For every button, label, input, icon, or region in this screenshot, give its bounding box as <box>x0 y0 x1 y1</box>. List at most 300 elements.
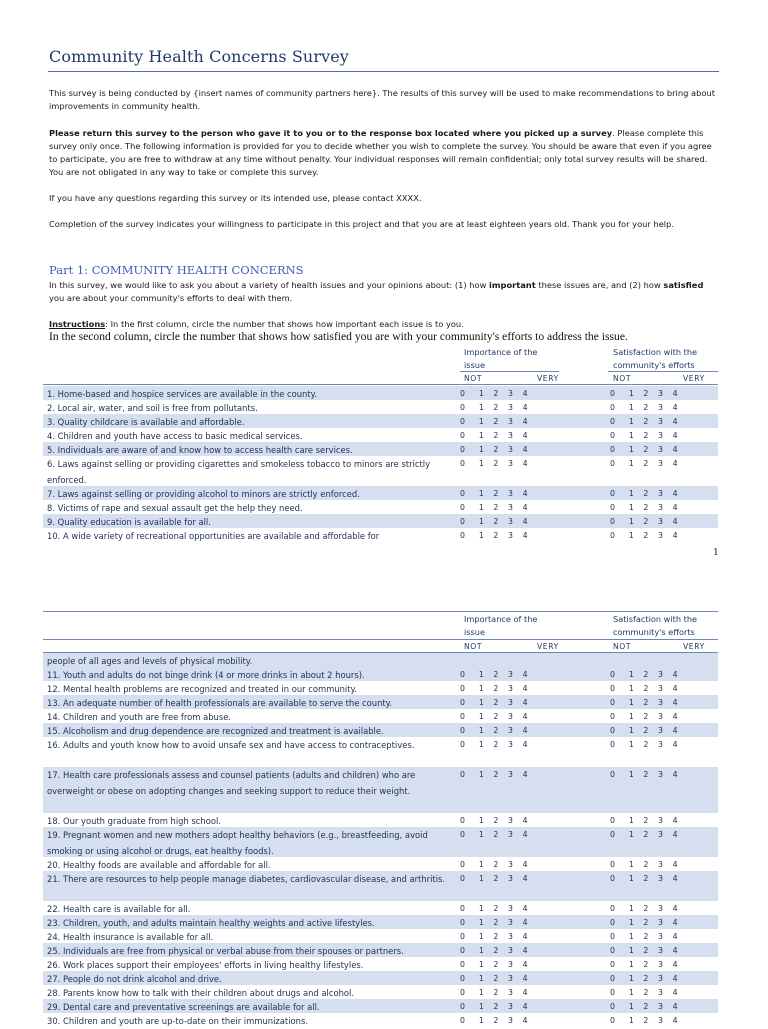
satisfaction-option[interactable]: 0 <box>610 670 615 679</box>
importance-option[interactable]: 3 <box>508 726 513 735</box>
satisfaction-option[interactable]: 4 <box>672 459 678 468</box>
satisfaction-option[interactable]: 2 <box>643 403 649 412</box>
satisfaction-option[interactable]: 2 <box>643 531 649 540</box>
satisfaction-option[interactable]: 4 <box>672 489 678 498</box>
satisfaction-option[interactable]: 0 <box>610 830 615 839</box>
satisfaction-option[interactable]: 3 <box>658 960 663 969</box>
satisfaction-option[interactable]: 2 <box>643 503 649 512</box>
satisfaction-option[interactable]: 4 <box>672 860 678 869</box>
satisfaction-option[interactable]: 2 <box>643 698 649 707</box>
importance-option[interactable]: 2 <box>493 770 499 779</box>
importance-option[interactable]: 3 <box>508 431 513 440</box>
satisfaction-option[interactable]: 4 <box>672 389 678 398</box>
importance-option[interactable]: 4 <box>522 403 528 412</box>
satisfaction-option[interactable]: 3 <box>658 670 663 679</box>
importance-option[interactable]: 3 <box>508 445 513 454</box>
satisfaction-option[interactable]: 4 <box>672 740 678 749</box>
importance-option[interactable]: 2 <box>493 1002 499 1011</box>
satisfaction-option[interactable]: 2 <box>643 431 649 440</box>
satisfaction-option[interactable]: 0 <box>610 712 615 721</box>
importance-option[interactable]: 3 <box>508 1002 513 1011</box>
satisfaction-option[interactable]: 2 <box>643 874 649 883</box>
importance-option[interactable]: 2 <box>493 830 499 839</box>
importance-option[interactable]: 4 <box>522 459 528 468</box>
satisfaction-option[interactable]: 4 <box>672 946 678 955</box>
satisfaction-option[interactable]: 0 <box>610 517 615 526</box>
satisfaction-option[interactable]: 0 <box>610 816 615 825</box>
satisfaction-option[interactable]: 1 <box>628 726 634 735</box>
satisfaction-option[interactable]: 1 <box>628 740 634 749</box>
importance-option[interactable]: 4 <box>522 670 528 679</box>
importance-option[interactable]: 1 <box>478 946 484 955</box>
satisfaction-option[interactable]: 1 <box>628 389 634 398</box>
satisfaction-option[interactable]: 3 <box>658 726 663 735</box>
importance-option[interactable]: 2 <box>493 904 499 913</box>
importance-option[interactable]: 4 <box>522 1016 528 1025</box>
importance-option[interactable]: 3 <box>508 740 513 749</box>
satisfaction-option[interactable]: 2 <box>643 932 649 941</box>
satisfaction-option[interactable]: 0 <box>610 740 615 749</box>
satisfaction-option[interactable]: 4 <box>672 1016 678 1025</box>
satisfaction-option[interactable]: 4 <box>672 517 678 526</box>
importance-option[interactable]: 3 <box>508 503 513 512</box>
satisfaction-option[interactable]: 4 <box>672 712 678 721</box>
satisfaction-option[interactable]: 3 <box>658 489 663 498</box>
importance-option[interactable]: 3 <box>508 918 513 927</box>
importance-option[interactable]: 4 <box>522 740 528 749</box>
satisfaction-option[interactable]: 4 <box>672 960 678 969</box>
importance-option[interactable]: 1 <box>478 389 484 398</box>
importance-option[interactable]: 4 <box>522 988 528 997</box>
importance-option[interactable]: 4 <box>522 531 528 540</box>
satisfaction-option[interactable]: 4 <box>672 874 678 883</box>
importance-option[interactable]: 1 <box>478 974 484 983</box>
importance-option[interactable]: 1 <box>478 1016 484 1025</box>
importance-option[interactable]: 3 <box>508 517 513 526</box>
satisfaction-option[interactable]: 2 <box>643 517 649 526</box>
importance-option[interactable]: 3 <box>508 860 513 869</box>
satisfaction-option[interactable]: 2 <box>643 712 649 721</box>
satisfaction-option[interactable]: 4 <box>672 1002 678 1011</box>
importance-option[interactable]: 3 <box>508 531 513 540</box>
satisfaction-option[interactable]: 4 <box>672 698 678 707</box>
importance-option[interactable]: 4 <box>522 389 528 398</box>
importance-option[interactable]: 4 <box>522 918 528 927</box>
importance-option[interactable]: 3 <box>508 684 513 693</box>
importance-option[interactable]: 1 <box>478 874 484 883</box>
importance-option[interactable]: 0 <box>460 988 465 997</box>
satisfaction-option[interactable]: 1 <box>628 403 634 412</box>
satisfaction-option[interactable]: 2 <box>643 670 649 679</box>
satisfaction-option[interactable]: 3 <box>658 517 663 526</box>
satisfaction-option[interactable]: 4 <box>672 417 678 426</box>
satisfaction-option[interactable]: 1 <box>628 932 634 941</box>
importance-option[interactable]: 1 <box>478 459 484 468</box>
satisfaction-option[interactable]: 1 <box>628 1002 634 1011</box>
satisfaction-option[interactable]: 3 <box>658 770 663 779</box>
importance-option[interactable]: 1 <box>478 489 484 498</box>
satisfaction-option[interactable]: 1 <box>628 517 634 526</box>
importance-option[interactable]: 0 <box>460 1016 465 1025</box>
importance-option[interactable]: 3 <box>508 988 513 997</box>
importance-option[interactable]: 4 <box>522 946 528 955</box>
satisfaction-option[interactable]: 0 <box>610 684 615 693</box>
importance-option[interactable]: 1 <box>478 918 484 927</box>
importance-option[interactable]: 0 <box>460 740 465 749</box>
importance-option[interactable]: 3 <box>508 974 513 983</box>
importance-option[interactable]: 0 <box>460 684 465 693</box>
satisfaction-option[interactable]: 0 <box>610 389 615 398</box>
importance-option[interactable]: 3 <box>508 816 513 825</box>
satisfaction-option[interactable]: 0 <box>610 531 615 540</box>
importance-option[interactable]: 2 <box>493 974 499 983</box>
importance-option[interactable]: 0 <box>460 860 465 869</box>
satisfaction-option[interactable]: 2 <box>643 445 649 454</box>
satisfaction-option[interactable]: 3 <box>658 918 663 927</box>
satisfaction-option[interactable]: 4 <box>672 403 678 412</box>
importance-option[interactable]: 1 <box>478 712 484 721</box>
importance-option[interactable]: 4 <box>522 726 528 735</box>
satisfaction-option[interactable]: 1 <box>628 417 634 426</box>
importance-option[interactable]: 0 <box>460 503 465 512</box>
satisfaction-option[interactable]: 3 <box>658 740 663 749</box>
satisfaction-option[interactable]: 3 <box>658 389 663 398</box>
importance-option[interactable]: 2 <box>493 946 499 955</box>
satisfaction-option[interactable]: 1 <box>628 946 634 955</box>
importance-option[interactable]: 1 <box>478 860 484 869</box>
satisfaction-option[interactable]: 0 <box>610 431 615 440</box>
satisfaction-option[interactable]: 4 <box>672 904 678 913</box>
satisfaction-option[interactable]: 0 <box>610 1002 615 1011</box>
importance-option[interactable]: 2 <box>493 932 499 941</box>
importance-option[interactable]: 1 <box>478 417 484 426</box>
importance-option[interactable]: 4 <box>522 974 528 983</box>
importance-option[interactable]: 3 <box>508 670 513 679</box>
satisfaction-option[interactable]: 3 <box>658 932 663 941</box>
satisfaction-option[interactable]: 1 <box>628 874 634 883</box>
satisfaction-option[interactable]: 4 <box>672 770 678 779</box>
satisfaction-option[interactable]: 2 <box>643 830 649 839</box>
satisfaction-option[interactable]: 0 <box>610 770 615 779</box>
importance-option[interactable]: 0 <box>460 830 465 839</box>
satisfaction-option[interactable]: 1 <box>628 712 634 721</box>
satisfaction-option[interactable]: 3 <box>658 403 663 412</box>
satisfaction-option[interactable]: 4 <box>672 816 678 825</box>
importance-option[interactable]: 0 <box>460 974 465 983</box>
satisfaction-option[interactable]: 3 <box>658 904 663 913</box>
importance-option[interactable]: 2 <box>493 816 499 825</box>
satisfaction-option[interactable]: 1 <box>628 684 634 693</box>
importance-option[interactable]: 4 <box>522 960 528 969</box>
satisfaction-option[interactable]: 0 <box>610 403 615 412</box>
importance-option[interactable]: 2 <box>493 489 499 498</box>
importance-option[interactable]: 4 <box>522 489 528 498</box>
satisfaction-option[interactable]: 0 <box>610 459 615 468</box>
importance-option[interactable]: 2 <box>493 431 499 440</box>
importance-option[interactable]: 1 <box>478 684 484 693</box>
satisfaction-option[interactable]: 1 <box>628 770 634 779</box>
importance-option[interactable]: 1 <box>478 960 484 969</box>
importance-option[interactable]: 3 <box>508 960 513 969</box>
satisfaction-option[interactable]: 0 <box>610 946 615 955</box>
satisfaction-option[interactable]: 3 <box>658 503 663 512</box>
importance-option[interactable]: 0 <box>460 904 465 913</box>
satisfaction-option[interactable]: 0 <box>610 904 615 913</box>
importance-option[interactable]: 0 <box>460 431 465 440</box>
satisfaction-option[interactable]: 4 <box>672 431 678 440</box>
satisfaction-option[interactable]: 3 <box>658 417 663 426</box>
importance-option[interactable]: 1 <box>478 670 484 679</box>
importance-option[interactable]: 2 <box>493 988 499 997</box>
satisfaction-option[interactable]: 3 <box>658 988 663 997</box>
satisfaction-option[interactable]: 0 <box>610 918 615 927</box>
importance-option[interactable]: 0 <box>460 946 465 955</box>
importance-option[interactable]: 1 <box>478 403 484 412</box>
importance-option[interactable]: 0 <box>460 417 465 426</box>
importance-option[interactable]: 2 <box>493 698 499 707</box>
satisfaction-option[interactable]: 1 <box>628 974 634 983</box>
satisfaction-option[interactable]: 2 <box>643 1002 649 1011</box>
satisfaction-option[interactable]: 1 <box>628 489 634 498</box>
importance-option[interactable]: 4 <box>522 517 528 526</box>
importance-option[interactable]: 0 <box>460 517 465 526</box>
satisfaction-option[interactable]: 4 <box>672 932 678 941</box>
satisfaction-option[interactable]: 1 <box>628 431 634 440</box>
satisfaction-option[interactable]: 3 <box>658 1016 663 1025</box>
importance-option[interactable]: 4 <box>522 431 528 440</box>
satisfaction-option[interactable]: 0 <box>610 1016 615 1025</box>
importance-option[interactable]: 0 <box>460 403 465 412</box>
importance-option[interactable]: 4 <box>522 932 528 941</box>
importance-option[interactable]: 4 <box>522 874 528 883</box>
importance-option[interactable]: 0 <box>460 960 465 969</box>
satisfaction-option[interactable]: 1 <box>628 670 634 679</box>
importance-option[interactable]: 3 <box>508 712 513 721</box>
importance-option[interactable]: 3 <box>508 874 513 883</box>
importance-option[interactable]: 3 <box>508 1016 513 1025</box>
satisfaction-option[interactable]: 1 <box>628 1016 634 1025</box>
satisfaction-option[interactable]: 2 <box>643 974 649 983</box>
importance-option[interactable]: 2 <box>493 918 499 927</box>
satisfaction-option[interactable]: 1 <box>628 960 634 969</box>
satisfaction-option[interactable]: 2 <box>643 988 649 997</box>
satisfaction-option[interactable]: 2 <box>643 946 649 955</box>
importance-option[interactable]: 4 <box>522 445 528 454</box>
satisfaction-option[interactable]: 1 <box>628 904 634 913</box>
importance-option[interactable]: 0 <box>460 932 465 941</box>
importance-option[interactable]: 1 <box>478 770 484 779</box>
importance-option[interactable]: 2 <box>493 874 499 883</box>
importance-option[interactable]: 0 <box>460 874 465 883</box>
importance-option[interactable]: 2 <box>493 459 499 468</box>
satisfaction-option[interactable]: 2 <box>643 684 649 693</box>
importance-option[interactable]: 2 <box>493 860 499 869</box>
importance-option[interactable]: 2 <box>493 740 499 749</box>
importance-option[interactable]: 1 <box>478 517 484 526</box>
satisfaction-option[interactable]: 3 <box>658 946 663 955</box>
satisfaction-option[interactable]: 3 <box>658 974 663 983</box>
importance-option[interactable]: 4 <box>522 503 528 512</box>
importance-option[interactable]: 0 <box>460 770 465 779</box>
satisfaction-option[interactable]: 1 <box>628 816 634 825</box>
importance-option[interactable]: 1 <box>478 531 484 540</box>
importance-option[interactable]: 2 <box>493 726 499 735</box>
satisfaction-option[interactable]: 3 <box>658 1002 663 1011</box>
satisfaction-option[interactable]: 3 <box>658 830 663 839</box>
satisfaction-option[interactable]: 2 <box>643 417 649 426</box>
importance-option[interactable]: 4 <box>522 860 528 869</box>
importance-option[interactable]: 0 <box>460 918 465 927</box>
satisfaction-option[interactable]: 0 <box>610 860 615 869</box>
importance-option[interactable]: 2 <box>493 670 499 679</box>
importance-option[interactable]: 0 <box>460 816 465 825</box>
satisfaction-option[interactable]: 3 <box>658 712 663 721</box>
satisfaction-option[interactable]: 2 <box>643 960 649 969</box>
satisfaction-option[interactable]: 1 <box>628 988 634 997</box>
satisfaction-option[interactable]: 4 <box>672 726 678 735</box>
importance-option[interactable]: 3 <box>508 489 513 498</box>
importance-option[interactable]: 3 <box>508 946 513 955</box>
satisfaction-option[interactable]: 0 <box>610 960 615 969</box>
importance-option[interactable]: 1 <box>478 445 484 454</box>
satisfaction-option[interactable]: 3 <box>658 684 663 693</box>
importance-option[interactable]: 3 <box>508 389 513 398</box>
satisfaction-option[interactable]: 0 <box>610 698 615 707</box>
importance-option[interactable]: 2 <box>493 684 499 693</box>
importance-option[interactable]: 4 <box>522 684 528 693</box>
satisfaction-option[interactable]: 2 <box>643 860 649 869</box>
importance-option[interactable]: 0 <box>460 459 465 468</box>
satisfaction-option[interactable]: 3 <box>658 698 663 707</box>
importance-option[interactable]: 2 <box>493 712 499 721</box>
importance-option[interactable]: 3 <box>508 904 513 913</box>
satisfaction-option[interactable]: 3 <box>658 860 663 869</box>
importance-option[interactable]: 1 <box>478 1002 484 1011</box>
importance-option[interactable]: 0 <box>460 489 465 498</box>
importance-option[interactable]: 2 <box>493 517 499 526</box>
satisfaction-option[interactable]: 3 <box>658 531 663 540</box>
importance-option[interactable]: 2 <box>493 503 499 512</box>
importance-option[interactable]: 0 <box>460 1002 465 1011</box>
satisfaction-option[interactable]: 1 <box>628 918 634 927</box>
importance-option[interactable]: 3 <box>508 932 513 941</box>
satisfaction-option[interactable]: 4 <box>672 684 678 693</box>
importance-option[interactable]: 0 <box>460 698 465 707</box>
importance-option[interactable]: 3 <box>508 830 513 839</box>
importance-option[interactable]: 1 <box>478 503 484 512</box>
satisfaction-option[interactable]: 2 <box>643 489 649 498</box>
satisfaction-option[interactable]: 3 <box>658 816 663 825</box>
importance-option[interactable]: 2 <box>493 531 499 540</box>
importance-option[interactable]: 0 <box>460 445 465 454</box>
importance-option[interactable]: 1 <box>478 431 484 440</box>
satisfaction-option[interactable]: 2 <box>643 740 649 749</box>
importance-option[interactable]: 1 <box>478 726 484 735</box>
importance-option[interactable]: 0 <box>460 712 465 721</box>
importance-option[interactable]: 0 <box>460 531 465 540</box>
satisfaction-option[interactable]: 2 <box>643 389 649 398</box>
importance-option[interactable]: 1 <box>478 698 484 707</box>
satisfaction-option[interactable]: 2 <box>643 770 649 779</box>
satisfaction-option[interactable]: 4 <box>672 918 678 927</box>
importance-option[interactable]: 3 <box>508 698 513 707</box>
satisfaction-option[interactable]: 0 <box>610 417 615 426</box>
importance-option[interactable]: 1 <box>478 988 484 997</box>
satisfaction-option[interactable]: 0 <box>610 932 615 941</box>
importance-option[interactable]: 4 <box>522 698 528 707</box>
importance-option[interactable]: 3 <box>508 403 513 412</box>
satisfaction-option[interactable]: 0 <box>610 503 615 512</box>
satisfaction-option[interactable]: 4 <box>672 445 678 454</box>
satisfaction-option[interactable]: 3 <box>658 459 663 468</box>
satisfaction-option[interactable]: 3 <box>658 431 663 440</box>
satisfaction-option[interactable]: 0 <box>610 489 615 498</box>
importance-option[interactable]: 1 <box>478 830 484 839</box>
satisfaction-option[interactable]: 1 <box>628 531 634 540</box>
satisfaction-option[interactable]: 4 <box>672 503 678 512</box>
importance-option[interactable]: 2 <box>493 1016 499 1025</box>
satisfaction-option[interactable]: 2 <box>643 726 649 735</box>
importance-option[interactable]: 2 <box>493 389 499 398</box>
importance-option[interactable]: 4 <box>522 712 528 721</box>
satisfaction-option[interactable]: 0 <box>610 988 615 997</box>
satisfaction-option[interactable]: 2 <box>643 918 649 927</box>
importance-option[interactable]: 0 <box>460 670 465 679</box>
satisfaction-option[interactable]: 0 <box>610 874 615 883</box>
satisfaction-option[interactable]: 3 <box>658 445 663 454</box>
importance-option[interactable]: 0 <box>460 726 465 735</box>
satisfaction-option[interactable]: 1 <box>628 698 634 707</box>
satisfaction-option[interactable]: 2 <box>643 459 649 468</box>
satisfaction-option[interactable]: 2 <box>643 904 649 913</box>
importance-option[interactable]: 1 <box>478 740 484 749</box>
satisfaction-option[interactable]: 4 <box>672 531 678 540</box>
satisfaction-option[interactable]: 1 <box>628 860 634 869</box>
importance-option[interactable]: 2 <box>493 445 499 454</box>
satisfaction-option[interactable]: 4 <box>672 830 678 839</box>
importance-option[interactable]: 1 <box>478 904 484 913</box>
importance-option[interactable]: 4 <box>522 1002 528 1011</box>
satisfaction-option[interactable]: 4 <box>672 974 678 983</box>
satisfaction-option[interactable]: 1 <box>628 459 634 468</box>
importance-option[interactable]: 4 <box>522 904 528 913</box>
importance-option[interactable]: 2 <box>493 417 499 426</box>
importance-option[interactable]: 4 <box>522 417 528 426</box>
satisfaction-option[interactable]: 2 <box>643 816 649 825</box>
importance-option[interactable]: 3 <box>508 770 513 779</box>
satisfaction-option[interactable]: 0 <box>610 974 615 983</box>
importance-option[interactable]: 4 <box>522 816 528 825</box>
importance-option[interactable]: 1 <box>478 932 484 941</box>
satisfaction-option[interactable]: 4 <box>672 670 678 679</box>
satisfaction-option[interactable]: 0 <box>610 726 615 735</box>
satisfaction-option[interactable]: 3 <box>658 874 663 883</box>
importance-option[interactable]: 1 <box>478 816 484 825</box>
satisfaction-option[interactable]: 1 <box>628 503 634 512</box>
satisfaction-option[interactable]: 4 <box>672 988 678 997</box>
importance-option[interactable]: 3 <box>508 417 513 426</box>
importance-option[interactable]: 2 <box>493 960 499 969</box>
satisfaction-option[interactable]: 1 <box>628 445 634 454</box>
satisfaction-option[interactable]: 1 <box>628 830 634 839</box>
importance-option[interactable]: 4 <box>522 770 528 779</box>
importance-option[interactable]: 2 <box>493 403 499 412</box>
satisfaction-option[interactable]: 2 <box>643 1016 649 1025</box>
satisfaction-option[interactable]: 0 <box>610 445 615 454</box>
importance-option[interactable]: 0 <box>460 389 465 398</box>
importance-option[interactable]: 4 <box>522 830 528 839</box>
importance-option[interactable]: 3 <box>508 459 513 468</box>
